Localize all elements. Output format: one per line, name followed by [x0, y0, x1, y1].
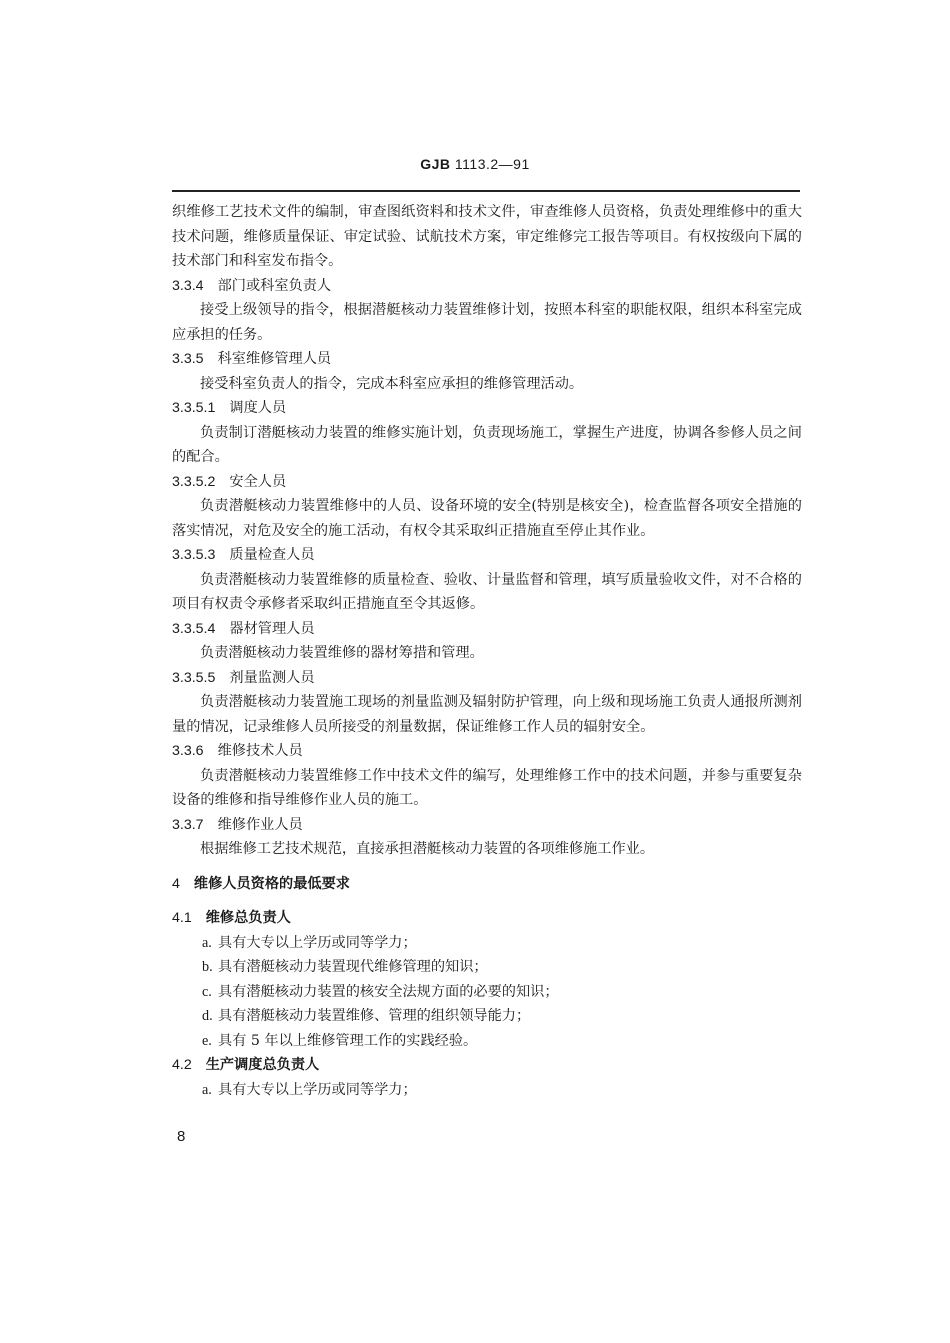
section-text: 接受科室负责人的指令，完成本科室应承担的维修管理活动。: [200, 375, 584, 392]
section-number: 4.1: [172, 910, 192, 926]
list-text: 具有潜艇核动力装置的核安全法规方面的必要的知识；: [218, 983, 559, 1000]
section-3-3-4: [172, 274, 802, 348]
section-title: 调度人员: [229, 400, 287, 416]
list-text: 具有大专以上学历或同等学力；: [218, 1081, 417, 1098]
section-4-1: [172, 906, 802, 1053]
section-title: 维修作业人员: [217, 816, 303, 833]
header-rule: [172, 190, 800, 192]
section-3-3-6: [172, 739, 802, 813]
list-item: [172, 1004, 802, 1029]
section-title: 科室维修管理人员: [217, 351, 332, 367]
chapter-4-heading: [172, 872, 802, 897]
section-4-2: [172, 1053, 802, 1102]
section-number: 3.3.5: [172, 351, 204, 367]
list-label: a.: [202, 934, 212, 951]
section-3-3-5: [172, 347, 802, 396]
list-text: 具有潜艇核动力装置现代维修管理的知识；: [218, 959, 488, 975]
section-title: 部门或科室负责人: [217, 277, 332, 294]
list-text: 具有 5 年以上维修管理工作的实践经验。: [218, 1032, 478, 1049]
list-item: [172, 931, 802, 956]
document-header: [0, 156, 950, 172]
section-number: 3.3.7: [172, 816, 204, 833]
chapter-number: 4: [172, 875, 180, 892]
list-item: [172, 980, 802, 1005]
section-title: 维修技术人员: [217, 743, 303, 759]
section-title: 剂量监测人员: [229, 669, 315, 686]
section-text: 负责潜艇核动力装置维修的质量检查、验收、计量监督和管理，填写质量验收文件，对不合格的项目有权责令承修者采取纠正措施直至令其返修。: [172, 571, 802, 612]
list-text: 具有大专以上学历或同等学力；: [218, 934, 417, 951]
section-number: 3.3.4: [172, 277, 204, 294]
document-body: [172, 200, 802, 1102]
section-title: 器材管理人员: [229, 620, 315, 637]
list-item: [172, 1078, 802, 1103]
section-number: 3.3.5.4: [172, 620, 216, 637]
section-text: 根据维修工艺技术规范，直接承担潜艇核动力装置的各项维修施工作业。: [200, 841, 655, 857]
page-number: 8: [177, 1128, 186, 1145]
section-number: 3.3.5.5: [172, 669, 216, 686]
section-3-3-5-4: [172, 617, 802, 666]
standard-code: GJB: [420, 156, 451, 172]
list-text: 具有潜艇核动力装置维修、管理的组织领导能力；: [218, 1008, 531, 1024]
section-title: 安全人员: [229, 473, 287, 490]
chapter-title: 维修人员资格的最低要求: [193, 875, 350, 892]
section-number: 3.3.5.1: [172, 400, 216, 416]
section-number: 4.2: [172, 1057, 192, 1073]
list-item: [172, 1029, 802, 1054]
section-3-3-5-2: [172, 470, 802, 544]
section-text: 负责潜艇核动力装置维修的器材筹措和管理。: [200, 645, 484, 661]
section-3-3-5-1: [172, 396, 802, 470]
list-label: e.: [202, 1032, 212, 1049]
list-label: c.: [202, 983, 212, 1000]
intro-paragraph: 织维修工艺技术文件的编制，审查图纸资料和技术文件，审查维修人员资格，负责处理维修中的重大技术问题，维修质量保证、审定试验、试航技术方案，审定维修完工报告等项目。有权按级向下属的技术部门和科室发布指令。: [172, 204, 802, 269]
section-text: 接受上级领导的指令，根据潜艇核动力装置维修计划，按照本科室的职能权限，组织本科室完成应承担的任务。: [172, 302, 802, 343]
section-text: 负责潜艇核动力装置维修工作中技术文件的编写，处理维修工作中的技术问题，并参与重要复杂设备的维修和指导维修作业人员的施工。: [172, 767, 802, 808]
section-3-3-7: [172, 813, 802, 862]
section-3-3-5-5: [172, 666, 802, 740]
standard-number: 1113.2—91: [454, 156, 530, 172]
list-item: [172, 955, 802, 980]
section-title: 质量检查人员: [229, 547, 315, 563]
section-number: 3.3.5.3: [172, 547, 216, 563]
section-text: 负责潜艇核动力装置维修中的人员、设备环境的安全(特别是核安全)，检查监督各项安全措施的落实情况，对危及安全的施工活动，有权令其采取纠正措施直至停止其作业。: [172, 498, 802, 539]
list-label: a.: [202, 1081, 212, 1098]
section-3-3-5-3: [172, 543, 802, 617]
section-number: 3.3.6: [172, 743, 204, 759]
section-title: 维修总负责人: [205, 910, 291, 926]
section-text: 负责潜艇核动力装置施工现场的剂量监测及辐射防护管理，向上级和现场施工负责人通报所测剂量的情况，记录维修人员所接受的剂量数据，保证维修工作人员的辐射安全。: [172, 694, 802, 735]
list-label: b.: [202, 959, 213, 975]
list-label: d.: [202, 1008, 213, 1024]
section-number: 3.3.5.2: [172, 473, 216, 490]
section-text: 负责制订潜艇核动力装置的维修实施计划，负责现场施工，掌握生产进度，协调各参修人员之间的配合。: [172, 424, 802, 465]
section-title: 生产调度总负责人: [205, 1057, 320, 1073]
